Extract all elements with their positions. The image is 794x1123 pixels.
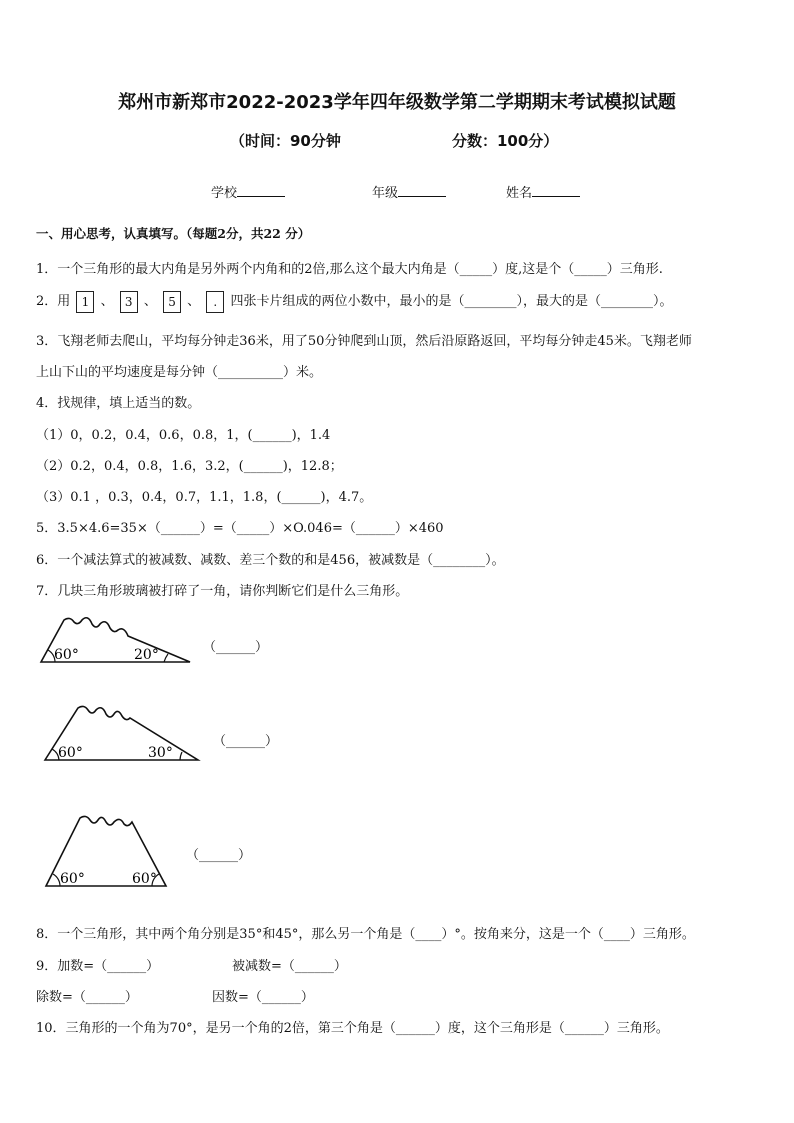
question-4-part-3: （3）0.1 ，0.3，0.4，0.7，1.1，1.8，(______)，4.7。: [36, 490, 373, 505]
broken-triangle-3: [42, 812, 172, 890]
triangle-1-left-angle: 60°: [54, 647, 79, 663]
school-label: 学校: [211, 186, 238, 201]
question-7-stem: 7．几块三角形玻璃被打碎了一角，请你判断它们是什么三角形。: [36, 584, 409, 599]
grade-blank[interactable]: [398, 184, 446, 197]
triangle-3-answer-blank[interactable]: （______）: [186, 848, 252, 863]
name-label: 姓名: [506, 186, 533, 201]
triangle-2-answer-blank[interactable]: （______）: [213, 734, 279, 749]
question-9-addend: 9．加数=（______）: [36, 959, 160, 974]
question-8: 8．一个三角形，其中两个角分别是35°和45°，那么另一个角是（____）°。按角来分，这是一个（____）三角形。: [36, 927, 695, 942]
question-4-stem: 4．找规律，填上适当的数。: [36, 396, 201, 411]
digit-card-5: 5: [163, 291, 181, 313]
decimal-point-card: .: [206, 291, 224, 313]
name-field[interactable]: [506, 182, 580, 201]
digit-card-1: 1: [76, 291, 94, 313]
q2-sep: 、: [100, 294, 114, 309]
triangle-1-answer-blank[interactable]: （______）: [203, 640, 269, 655]
question-4-part-1: （1）0，0.2，0.4，0.6，0.8，1，(______)，1.4: [36, 428, 331, 443]
question-2: [36, 290, 672, 313]
exam-score: 分数：100分）: [452, 132, 559, 150]
question-6: 6．一个减法算式的被减数、减数、差三个数的和是456，被减数是（________）。: [36, 553, 505, 568]
exam-time: （时间：90分钟: [230, 132, 341, 150]
q2-suffix: 四张卡片组成的两位小数中，最小的是（________），最大的是（________）。: [230, 294, 673, 309]
question-9-factor: 因数=（______）: [212, 990, 314, 1005]
school-field[interactable]: [211, 182, 285, 201]
triangle-1-right-angle: 20°: [134, 647, 159, 663]
triangle-2-left-angle: 60°: [58, 745, 83, 761]
question-10: 10．三角形的一个角为70°，是另一个角的2倍，第三个角是（______）度，这个三角形是（______）三角形。: [36, 1021, 669, 1036]
section-heading: 一、用心思考，认真填写。（每题2分，共22 分）: [36, 226, 311, 241]
grade-field[interactable]: [372, 182, 446, 201]
broken-triangle-1: [38, 612, 198, 667]
triangle-3-left-angle: 60°: [60, 871, 85, 887]
page-title: 郑州市新郑市2022-2023学年四年级数学第二学期期末考试模拟试题: [118, 92, 676, 113]
question-4-part-2: （2）0.2，0.4，0.8，1.6，3.2，(______)，12.8；: [36, 459, 343, 474]
triangle-2-right-angle: 30°: [148, 745, 173, 761]
broken-triangle-2: [40, 700, 205, 765]
q2-sep: 、: [143, 294, 157, 309]
name-blank[interactable]: [532, 184, 580, 197]
question-3-line-1: 3．飞翔老师去爬山，平均每分钟走36米，用了50分钟爬到山顶，然后沿原路返回，平均每分钟走45米。飞翔老师: [36, 334, 692, 349]
q2-sep: 、: [187, 294, 201, 309]
question-9-divisor: 除数=（______）: [36, 990, 138, 1005]
grade-label: 年级: [372, 186, 399, 201]
question-9-minuend: 被减数=（______）: [232, 959, 347, 974]
digit-card-3: 3: [120, 291, 138, 313]
question-1: 1．一个三角形的最大内角是另外两个内角和的2倍,那么这个最大内角是（_____）度,这是个（_____）三角形.: [36, 262, 663, 277]
school-blank[interactable]: [237, 184, 285, 197]
triangle-3-right-angle: 60°: [132, 871, 157, 887]
question-3-line-2: 上山下山的平均速度是每分钟（__________）米。: [36, 365, 323, 380]
question-5: 5．3.5×4.6=35×（______）=（_____）×O.046=（______）×460: [36, 521, 444, 536]
q2-prefix: 2．用: [36, 294, 71, 309]
